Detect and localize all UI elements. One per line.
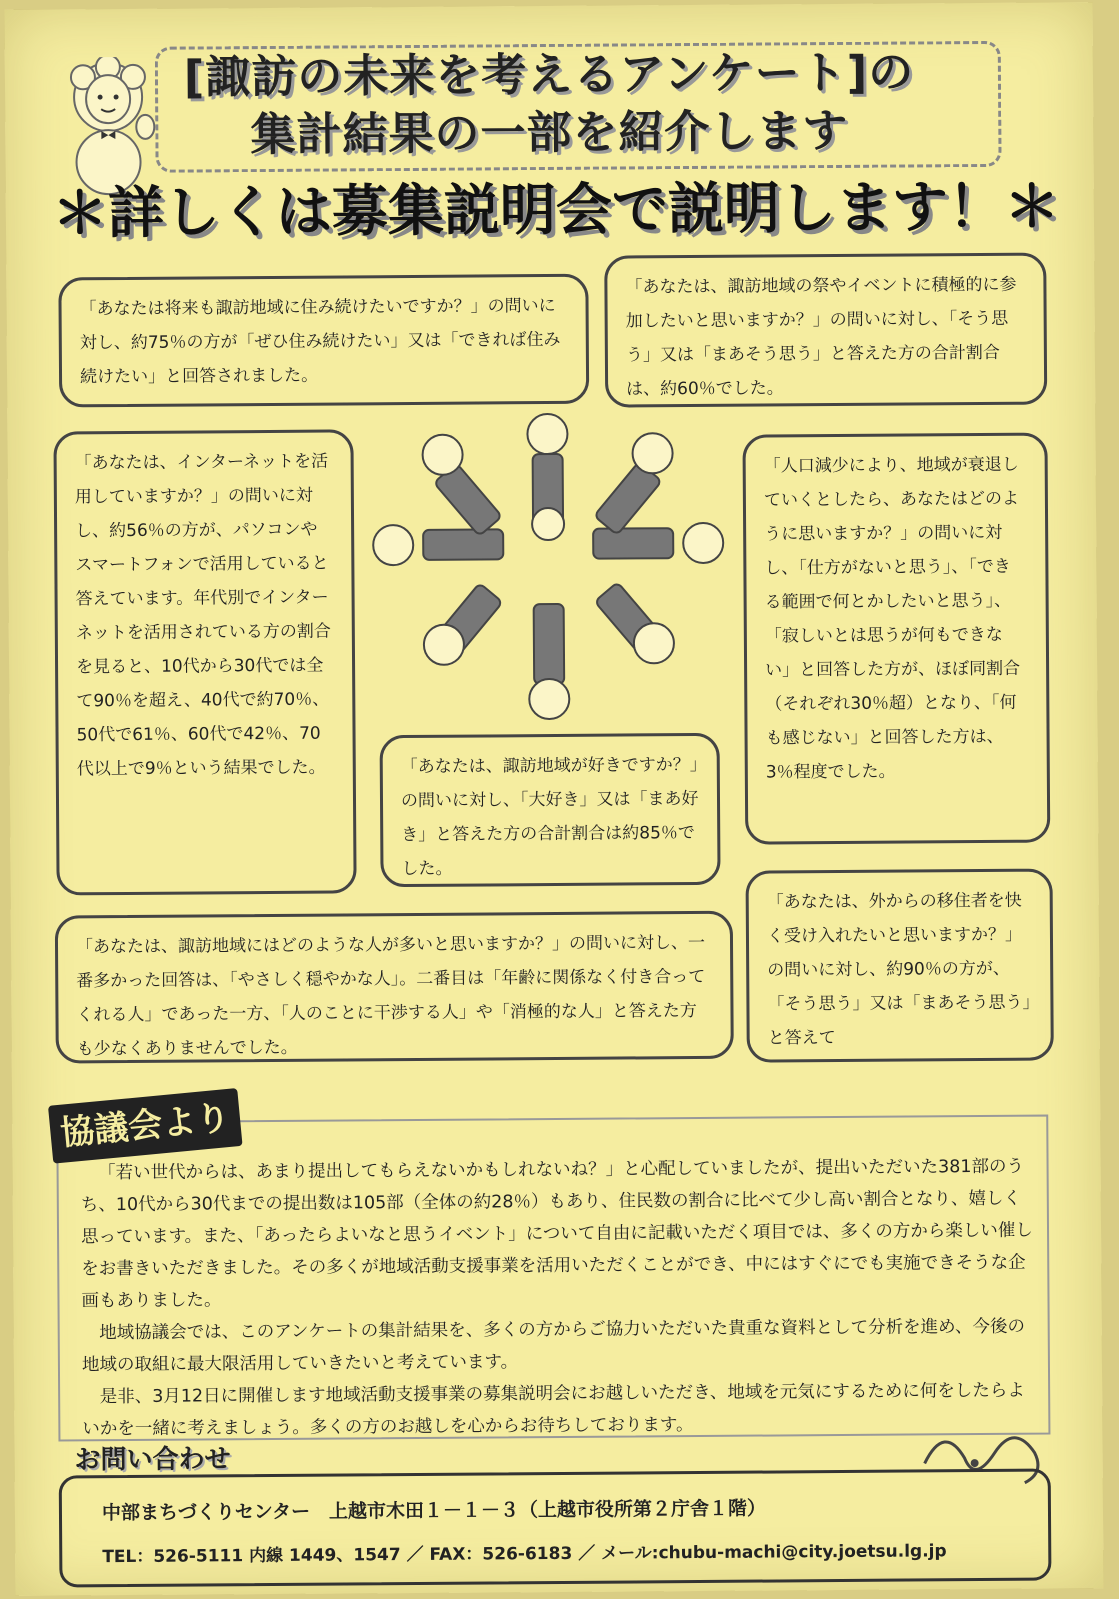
survey-box-internet: 「あなたは、インターネットを活用していますか？」の問いに対し、約56％の方が、パソコンやスマートフォンで活用していると答えています。年代別でインターネットを活用されている方の割合を見ると、10代から30代では全て90％を超え、40代で約70％、50代で61％、60代で42％、70代以上で9％という結果でした。 <box>53 429 356 895</box>
council-paragraph: 地域協議会では、このアンケートの集計結果を、多くの方からご協力いただいた貴重な資料として分析を進め、今後の地域の取組に最大限活用していきたいと考えています。 <box>81 1316 1026 1376</box>
title-line2: 集計結果の一部を紹介します <box>250 103 849 162</box>
contact-box <box>59 1469 1052 1588</box>
contact-label: お問い合わせ <box>74 1444 231 1476</box>
people-circle-illustration <box>362 403 734 726</box>
survey-box-festival: 「あなたは、諏訪地域の祭やイベントに積極的に参加したいと思いますか？」の問いに対し、「そう思う」又は「まあそう思う」と答えた方の合計割合は、約60％でした。 <box>604 253 1047 408</box>
survey-box-people: 「あなたは、諏訪地域にはどのような人が多いと思いますか？」の問いに対し、一番多かった回答は、「やさしく穏やかな人」。二番目は「年齢に関係なく付き合ってくれる人」であった一方、「人のことに干渉する人」や「消極的な人」と答えた方も少なくありませんでした。 <box>55 911 734 1064</box>
council-label: 協議会より <box>48 1088 243 1164</box>
contact-phone-email: TEL：526-5111 内線 1449、1547 ／ FAX：526-6183 ／ メール:chubu-machi@city.joetsu.lg.jp <box>102 1541 947 1568</box>
survey-box-migrants: 「あなたは、外からの移住者を快く受け入れたいと思いますか？」の問いに対し、約90％の方が、「そう思う」又は「まあそう思う」と答えて <box>746 869 1054 1063</box>
survey-box-live: 「あなたは将来も諏訪地域に住み続けたいですか？」の問いに対し、約75％の方が「ぜひ住み続けたい」又は「できれば住み続けたい」と回答されました。 <box>58 274 589 408</box>
council-paragraph: 「若い世代からは、あまり提出してもらえないかもしれないね？」と心配していましたが、提出いただいた381部のうち、10代から30代までの提出数は105部（全体の約28％）もあり、住民数の割合に比べて少し高い割合となり、嬉しく思っています。また、「あったらよいなと思うイベント」について自由に記載いただく項目では、多くの方から楽しい催しをお書きいただきました。その多くが地域活動支援事業を活用いただくことができ、中にはすぐにでも実施できそうな企画もありました。 <box>80 1156 1033 1312</box>
page-subtitle: ＊詳しくは募集説明会で説明します！＊ <box>51 174 1061 247</box>
council-paragraph: 是非、3月12日に開催します地域活動支援事業の募集説明会にお越しいただき、地域を元気にするために何をしたらよいかを一緒に考えましょう。多くの方のお越しを心からお待ちしております。 <box>82 1380 1025 1440</box>
title-line1: [諏訪の未来を考えるアンケート]の <box>183 45 915 104</box>
flyer-page <box>4 2 1103 1596</box>
survey-box-like: 「あなたは、諏訪地域が好きですか？」の問いに対し、「大好き」又は「まあ好き」と答えた方の合計割合は約85％でした。 <box>380 733 721 887</box>
page-title <box>5 42 1094 166</box>
contact-address: 中部まちづくりセンター 上越市木田１－１－３（上越市役所第２庁舎１階） <box>101 1497 767 1525</box>
council-message-box <box>56 1115 1050 1442</box>
survey-box-population: 「人口減少により、地域が衰退していくとしたら、あなたはどのように思いますか？」の問いに対し、「仕方がないと思う」、「できる範囲で何とかしたいと思う」、「寂しいとは思うが何もできない」と回答した方が、ほぼ同割合（それぞれ30％超）となり、「何も感じない」と回答した方は、3％程度でした。 <box>742 433 1050 845</box>
